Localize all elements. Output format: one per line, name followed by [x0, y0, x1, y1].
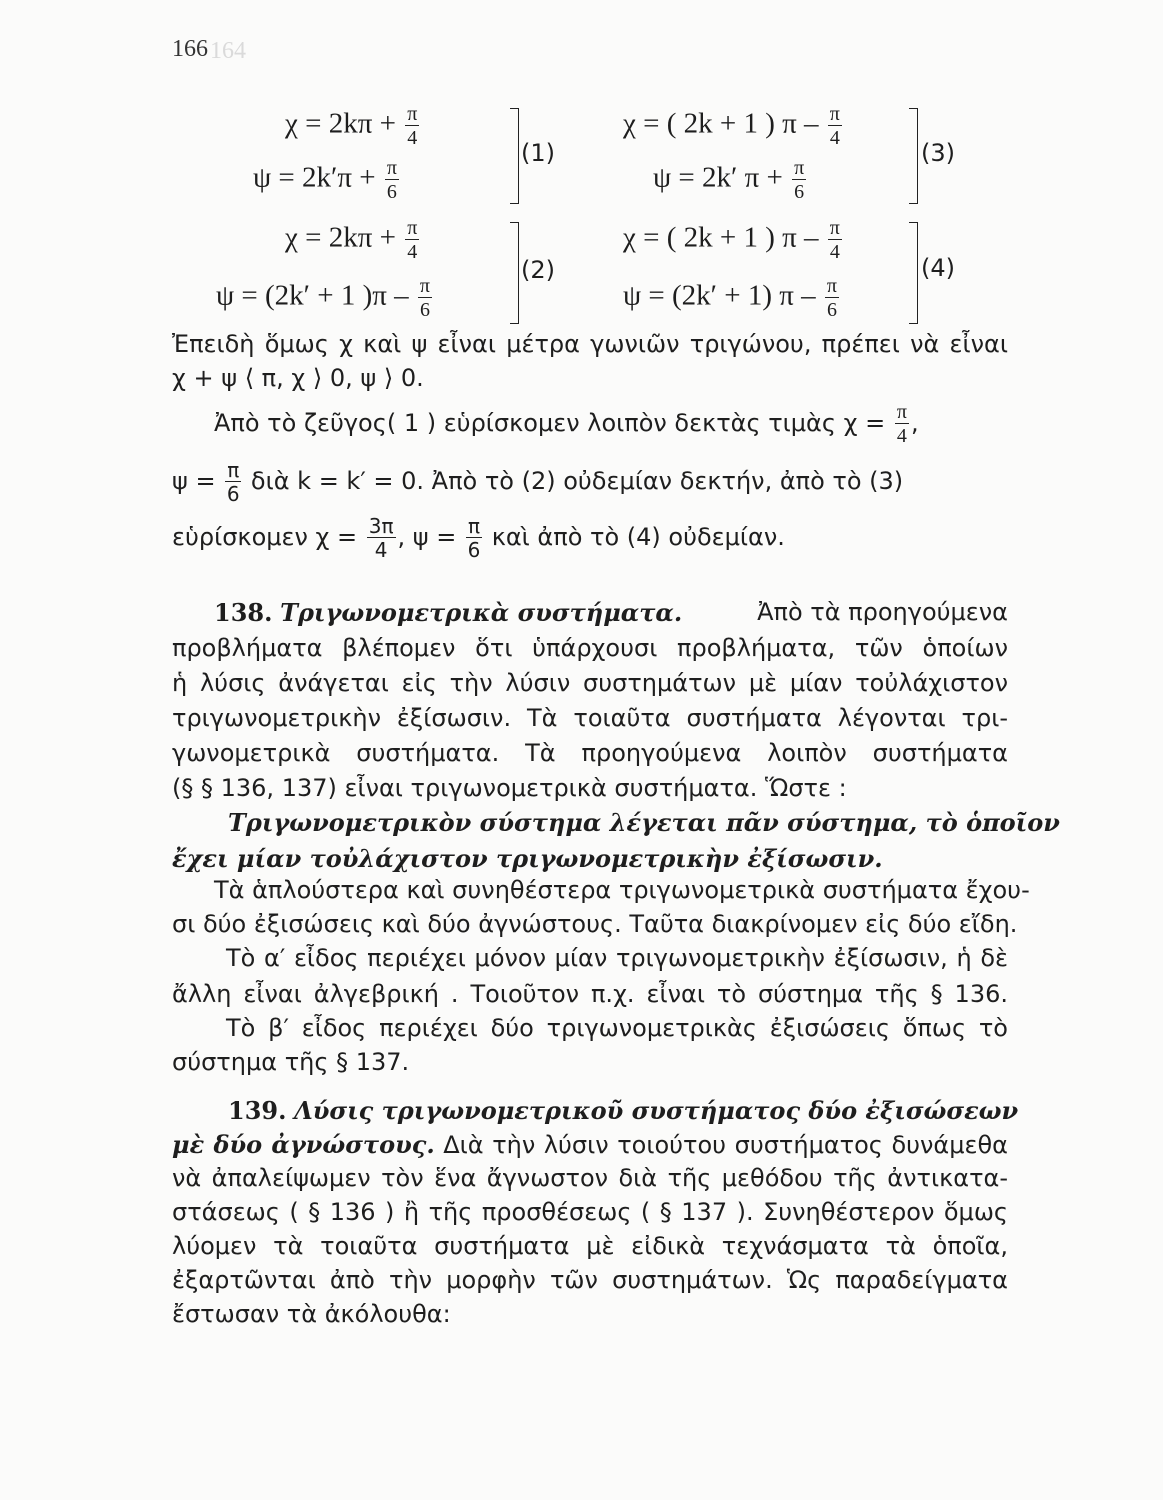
para2-line3: εὑρίσκομεν χ = $\frac{3\pi}{4}$ , ψ = $\frac{\pi}{6}$ καὶ ἀπὸ τὸ (4) οὐδεμίαν.	[172, 514, 785, 562]
section-138-number: 138.	[214, 598, 273, 627]
s138-p2: σι δύο ἐξισώσεις καὶ δύο ἀγνώστους. Ταῦτα διακρίνομεν εἰς δύο εἴδη.	[172, 910, 1018, 938]
label-2: (2)	[521, 256, 555, 284]
sys2-y-left: ψ = (2k′ + 1 )π – $\frac{\pi}{6}$	[216, 275, 431, 321]
sys2-x-left: χ = 2kπ + $\frac{\pi}{4}$	[285, 217, 418, 263]
sys1-y-left: ψ = 2k′π + $\frac{\pi}{6}$	[253, 157, 397, 203]
para2-line1: Ἀπὸ τὸ ζεῦγος( 1 ) εὑρίσκομεν λοιπὸν δεκτὰς τιμὰς χ = $\frac{\pi}{4}$ ,	[214, 401, 919, 447]
s138-p5: Τὸ β′ εἶδος περιέχει δύο τριγωνομετρικὰς ἐξισώσεις ὅπως τὸ	[226, 1014, 1008, 1042]
s138-p6: σύστημα τῆς § 137.	[172, 1048, 410, 1076]
sys3-y: ψ = 2k′ π + $\frac{\pi}{6}$	[653, 157, 805, 203]
section-139-title: Λύσις τριγωνομετρικοῦ συστήματος δύο ἐξισώσεων	[294, 1096, 1019, 1125]
s138-p4: ἄλλη εἶναι ἀλγεβρική . Τοιοῦτον π.χ. εἶναι τὸ σύστημα τῆς § 136.	[172, 980, 1008, 1008]
brace-2	[510, 222, 519, 324]
s138-line2: προβλήματα βλέπομεν ὅτι ὑπάρχουσι προβλήματα, τῶν ὁποίων	[172, 634, 1008, 662]
section-138-heading: 138. Τριγωνομετρικὰ συστήματα. Ἀπὸ τὰ προηγούμενα	[214, 598, 1008, 627]
s138-line6: (§ § 136, 137) εἶναι τριγωνομετρικὰ συστήματα. Ὥστε :	[172, 774, 847, 802]
brace-4	[909, 222, 918, 324]
s138-p3: Τὸ α′ εἶδος περιέχει μόνον μίαν τριγωνομετρικὴν ἐξίσωσιν, ἡ δὲ	[226, 944, 1008, 972]
page-number: 166	[172, 36, 208, 62]
para1-line1: Ἐπειδὴ ὅμως χ καὶ ψ εἶναι μέτρα γωνιῶν τριγώνου, πρέπει νὰ εἶναι	[172, 330, 1008, 358]
brace-1	[510, 108, 519, 204]
section-138-title: Τριγωνομετρικὰ συστήματα.	[280, 598, 683, 627]
bleed-through-page-number: 164	[210, 38, 246, 64]
s139-line4: στάσεως ( § 136 ) ἢ τῆς προσθέσεως ( § 137 ). Συνηθέστερον ὅμως	[172, 1198, 1008, 1226]
sys1-x-left: χ = 2kπ + $\frac{\pi}{4}$	[285, 103, 418, 149]
brace-3	[909, 108, 918, 204]
s139-line2: μὲ δύο ἀγνώστους. Διὰ τὴν λύσιν τοιούτου συστήματος δυνάμεθα	[172, 1130, 1008, 1159]
definition-line1: Τριγωνομετρικὸν σύστημα λέγεται πᾶν σύστημα, τὸ ὁποῖον	[228, 808, 1060, 837]
definition-line2: ἔχει μίαν τοὐλάχιστον τριγωνομετρικὴν ἐξίσωσιν.	[172, 844, 883, 873]
label-1: (1)	[521, 139, 555, 167]
label-4: (4)	[921, 254, 955, 282]
para2-line2: ψ = $\frac{\pi}{6}$ διὰ k = k′ = 0. Ἀπὸ τὸ (2) οὐδεμίαν δεκτήν, ἀπὸ τὸ (3)	[172, 458, 904, 506]
s139-line3: νὰ ἀπαλείψωμεν τὸν ἕνα ἄγνωστον διὰ τῆς μεθόδου τῆς ἀντικατα-	[172, 1164, 1008, 1192]
label-3: (3)	[921, 139, 955, 167]
sys4-y: ψ = (2k′ + 1) π – $\frac{\pi}{6}$	[623, 275, 838, 321]
section-139-number: 139.	[228, 1096, 287, 1125]
sys3-x: χ = ( 2k + 1 ) π – $\frac{\pi}{4}$	[623, 103, 840, 149]
s138-line3: ἡ λύσις ἀνάγεται εἰς τὴν λύσιν συστημάτων μὲ μίαν τοὐλάχιστον	[172, 669, 1008, 697]
sys4-x: χ = ( 2k + 1 ) π – $\frac{\pi}{4}$	[623, 217, 840, 263]
section-139-heading	[228, 1096, 1019, 1125]
s139-line7: ἔστωσαν τὰ ἀκόλουθα:	[172, 1300, 451, 1328]
s139-line6: ἐξαρτῶνται ἀπὸ τὴν μορφὴν τῶν συστημάτων. Ὡς παραδείγματα	[172, 1266, 1008, 1294]
para1-line2: χ + ψ ⟨ π, χ ⟩ 0, ψ ⟩ 0.	[172, 364, 424, 392]
s139-line5: λύομεν τὰ τοιαῦτα συστήματα μὲ εἰδικὰ τεχνάσματα τὰ ὁποῖα,	[172, 1232, 1008, 1260]
s138-p1: Τὰ ἁπλούστερα καὶ συνηθέστερα τριγωνομετρικὰ συστήματα ἔχου-	[214, 876, 1030, 904]
s138-line5: γωνομετρικὰ συστήματα. Τὰ προηγούμενα λοιπὸν συστήματα	[172, 739, 1008, 767]
s138-line4: τριγωνομετρικὴν ἐξίσωσιν. Τὰ τοιαῦτα συστήματα λέγονται τρι-	[172, 704, 1008, 732]
